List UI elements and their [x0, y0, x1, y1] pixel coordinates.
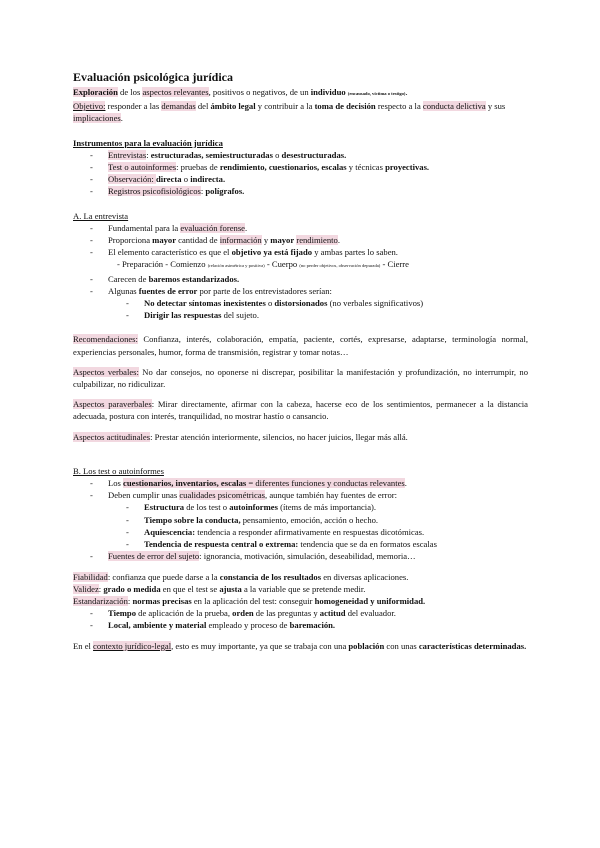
list-item: - No detectar síntomas inexistentes o distorsionados (no verbales significativos): [73, 297, 528, 309]
list-item: - Test o autoinformes: pruebas de rendimiento, cuestionarios, escalas y técnicas proyectivas.: [73, 161, 528, 173]
list-item: - Fuentes de error del sujeto: ignorancia, motivación, simulación, deseabilidad, memoria…: [73, 550, 528, 562]
list-item: - Los cuestionarios, inventarios, escalas = diferentes funciones y conductas relevantes.: [73, 477, 528, 489]
list-item: - Entrevistas: estructuradas, semiestructuradas o desestructuradas.: [73, 149, 528, 161]
list-item: - Tendencia de respuesta central o extrema: tendencia que se da en formatos escalas: [73, 538, 528, 550]
document-title: Evaluación psicológica jurídica: [73, 70, 234, 84]
estandarizacion-paragraph: Estandarización: normas precisas en la aplicación del test: conseguir homogeneidad y uniformidad.: [73, 595, 426, 606]
estandarizacion-list: [73, 607, 528, 631]
section-heading-test: B. Los test o autoinformes: [73, 465, 164, 476]
intro-paragraph-objetivo: Objetivo: responder a las demandas del ámbito legal y contribuir a la toma de decisión respecto a la conducta delictiva y sus implicaciones.: [73, 101, 506, 124]
entrevista-list: [73, 222, 528, 259]
list-item: - Fundamental para la evaluación forense.: [73, 222, 528, 234]
intro-paragraph-exploracion: Exploración de los aspectos relevantes, positivos o negativos, de un individuo (encausado, víctima o testigo).: [73, 87, 408, 97]
test-list-cont: [73, 550, 528, 562]
list-item: - El elemento característico es que el objetivo ya está fijado y ambas partes lo saben.: [73, 246, 528, 258]
list-item: - Aquiescencia: tendencia a responder afirmativamente en respuestas dicotómicas.: [73, 526, 528, 538]
recomendaciones-paragraph: Recomendaciones: Confianza, interés, colaboración, empatía, paciente, cortés, expresarse, adaptarse, terminología normal, experiencias personales, humor, forma de transmisión, registrar y tomar notas…: [73, 334, 528, 357]
aspectos-actitudinales-paragraph: Aspectos actitudinales: Prestar atención interiormente, silencios, no hacer juicios, llegar más allá.: [73, 431, 408, 442]
section-heading-instrumentos: Instrumentos para la evaluación jurídica: [73, 137, 223, 148]
list-item: - Tiempo de aplicación de la prueba, orden de las preguntas y actitud del evaluador.: [73, 607, 528, 619]
aspectos-paraverbales-paragraph: Aspectos paraverbales: Mirar directamente, afirmar con la cabeza, hacerse eco de los sentimientos, permanecer a la distancia adecuada, postura con interés, tranquilidad, no mostrar hastío o cansancio.: [73, 399, 528, 422]
list-item: - Observación: directa o indirecta.: [73, 173, 528, 185]
fiabilidad-paragraph: Fiabilidad: confianza que puede darse a la constancia de los resultados en diversas aplicaciones.: [73, 571, 409, 582]
list-item: - Tiempo sobre la conducta, pensamiento, emoción, acción o hecho.: [73, 514, 528, 526]
list-item: - Algunas fuentes de error por parte de los entrevistadores serían:: [73, 285, 528, 297]
list-item: - Proporciona mayor cantidad de información y mayor rendimiento.: [73, 234, 528, 246]
fuentes-error-list: [73, 297, 528, 321]
entrevista-list-cont: [73, 273, 528, 297]
list-item: - Carecen de baremos estandarizados.: [73, 273, 528, 285]
list-item: - Dirigir las respuestas del sujeto.: [73, 309, 528, 321]
test-list: [73, 477, 528, 501]
aspectos-verbales-paragraph: Aspectos verbales: No dar consejos, no oponerse ni discrepar, posibilitar la manifestación y profundización, no interrumpir, no culpabilizar, no ridiculizar.: [73, 366, 529, 390]
test-error-list: [73, 501, 528, 550]
contexto-paragraph: En el contexto jurídico-legal, esto es muy importante, ya que se trabaja con una población con unas características determinadas.: [73, 640, 527, 651]
document-page: [73, 70, 528, 652]
list-item: - Local, ambiente y material empleado y proceso de baremación.: [73, 619, 528, 631]
validez-paragraph: Validez: grado o medida en que el test se ajusta a la variable que se pretende medir.: [73, 583, 366, 594]
instrumentos-list: [73, 149, 528, 198]
list-item: - Deben cumplir unas cualidades psicométricas, aunque también hay fuentes de error:: [73, 489, 528, 501]
list-item: - Estructura de los test o autoinformes (ítems de más importancia).: [73, 501, 528, 513]
entrevista-phases: - Preparación - Comienzo (relación asimétrica y positiva) - Cuerpo (no perder objetivos, observación depurada) - Cierre: [117, 259, 409, 270]
list-item: - Registros psicofisiológicos: polígrafos.: [73, 185, 528, 197]
section-heading-entrevista: A. La entrevista: [73, 210, 129, 221]
